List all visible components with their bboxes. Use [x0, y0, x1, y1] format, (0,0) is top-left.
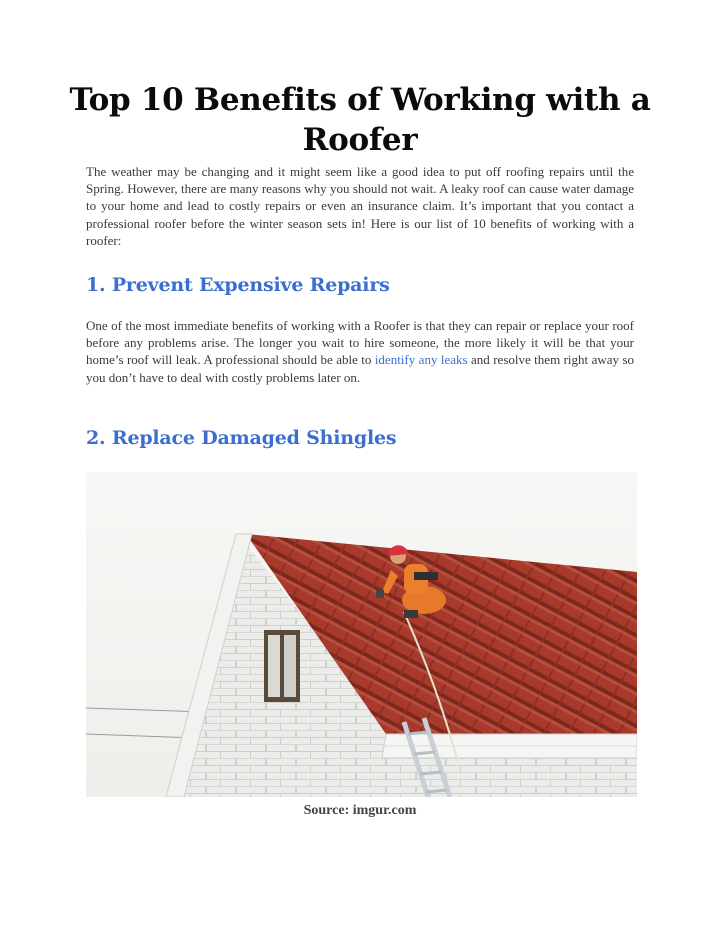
roofer-photo — [86, 472, 637, 797]
window-pane — [284, 635, 296, 697]
section-heading-prevent-repairs: 1. Prevent Expensive Repairs — [86, 274, 390, 296]
window-pane — [268, 635, 280, 697]
section-heading-replace-shingles: 2. Replace Damaged Shingles — [86, 427, 397, 449]
roofer-illustration — [86, 472, 637, 797]
paragraph-text: and resolve them right away so you don’t have to deal with costly problems later on. — [86, 352, 635, 385]
page-title: Top 10 Benefits of Working with a Roofer — [69, 82, 651, 158]
identify-leaks-link[interactable]: identify any leaks — [374, 352, 468, 368]
image-caption: Source: imgur.com — [303, 803, 417, 818]
section-paragraph-prevent-repairs — [86, 317, 634, 386]
paragraph-text: One of the most immediate benefits of working with a Roofer is that they can repair or replace your roof before any problems arise. The longer you wait to hire someone, the more likely it will be that your home’s roof will leak. A professional should be able to — [86, 318, 634, 368]
intro-paragraph: The weather may be changing and it might seem like a good idea to put off roofing repairs until the Spring. However, there are many reasons why you should not wait. A leaky roof can cause water damage to your home and lead to costly repairs or even an insurance claim. It’s important that you contact a professional roofer before the winter season sets in! Here is our list of 10 benefits of working with a roofer: — [86, 164, 634, 248]
